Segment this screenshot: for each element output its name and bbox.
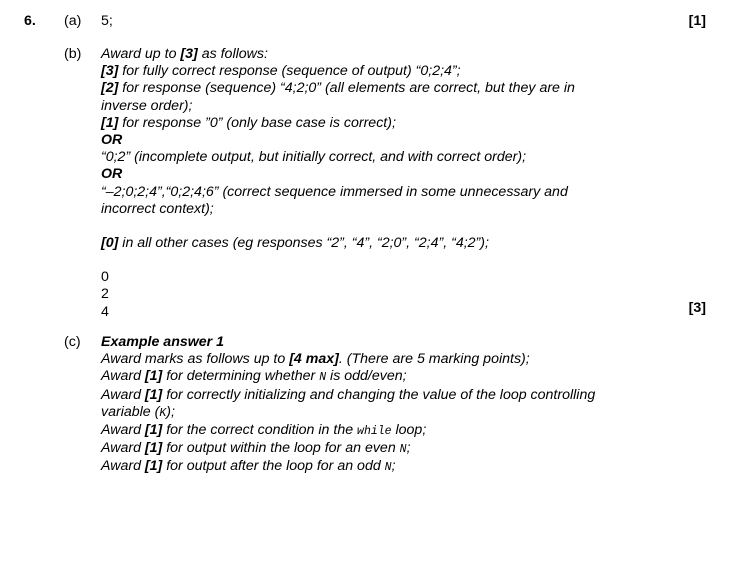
part-b-intro: Award up to [3] as follows: xyxy=(101,46,268,62)
part-b-criterion-1: [1] for response ”0” (only base case is correct); xyxy=(101,114,396,131)
question-number: 6. xyxy=(24,13,36,29)
part-a-answer xyxy=(101,13,631,30)
part-b-label: (b) xyxy=(64,46,82,62)
part-b-output-1: 2 xyxy=(101,286,109,303)
part-b-body xyxy=(101,46,631,321)
part-c-line-3-cont: variable (K); xyxy=(101,403,175,420)
part-c-label: (c) xyxy=(64,334,81,350)
part-b-or-2: OR xyxy=(101,166,123,183)
part-b-output-0: 0 xyxy=(101,269,109,286)
part-c-heading: Example answer 1 xyxy=(101,334,225,350)
part-b-criterion-2: [2] for response (sequence) “4;2;0” (all elements are correct, but they are in xyxy=(101,80,575,97)
part-a-answer-text: 5; xyxy=(101,13,113,29)
part-c-line-3: Award [1] for correctly initializing and changing the value of the loop controlling xyxy=(101,386,596,403)
part-c-line-5: Award [1] for output within the loop for an even N; xyxy=(101,440,411,457)
part-c-line-4: Award [1] for the correct condition in the while loop; xyxy=(101,422,427,439)
part-b-marks: [3] xyxy=(688,300,706,316)
part-b-criterion-0: [0] in all other cases (eg responses “2”, “4”, “2;0”, “2;4”, “4;2”); xyxy=(101,235,489,252)
part-b-output-2: 4 xyxy=(101,303,109,320)
part-a-marks: [1] xyxy=(688,13,706,29)
part-b-criterion-3: [3] for fully correct response (sequence of output) “0;2;4”; xyxy=(101,63,461,80)
part-c-body xyxy=(101,334,631,477)
part-b-or-1: OR xyxy=(101,132,123,149)
part-a-label: (a) xyxy=(64,13,82,29)
part-b-alt-2: “–2;0;2;4”,“0;2;4;6” (correct sequence immersed in some unnecessary and xyxy=(101,183,568,200)
part-b-alt-2-cont: incorrect context); xyxy=(101,200,214,217)
part-c-line-6: Award [1] for output after the loop for an odd N; xyxy=(101,458,396,475)
part-b-criterion-2-cont: inverse order); xyxy=(101,97,193,114)
part-c-line-2: Award [1] for determining whether N is odd/even; xyxy=(101,368,407,385)
part-b-alt-1: “0;2” (incomplete output, but initially correct, and with correct order); xyxy=(101,149,527,166)
part-c-line-1: Award marks as follows up to [4 max]. (There are 5 marking points); xyxy=(101,351,530,368)
